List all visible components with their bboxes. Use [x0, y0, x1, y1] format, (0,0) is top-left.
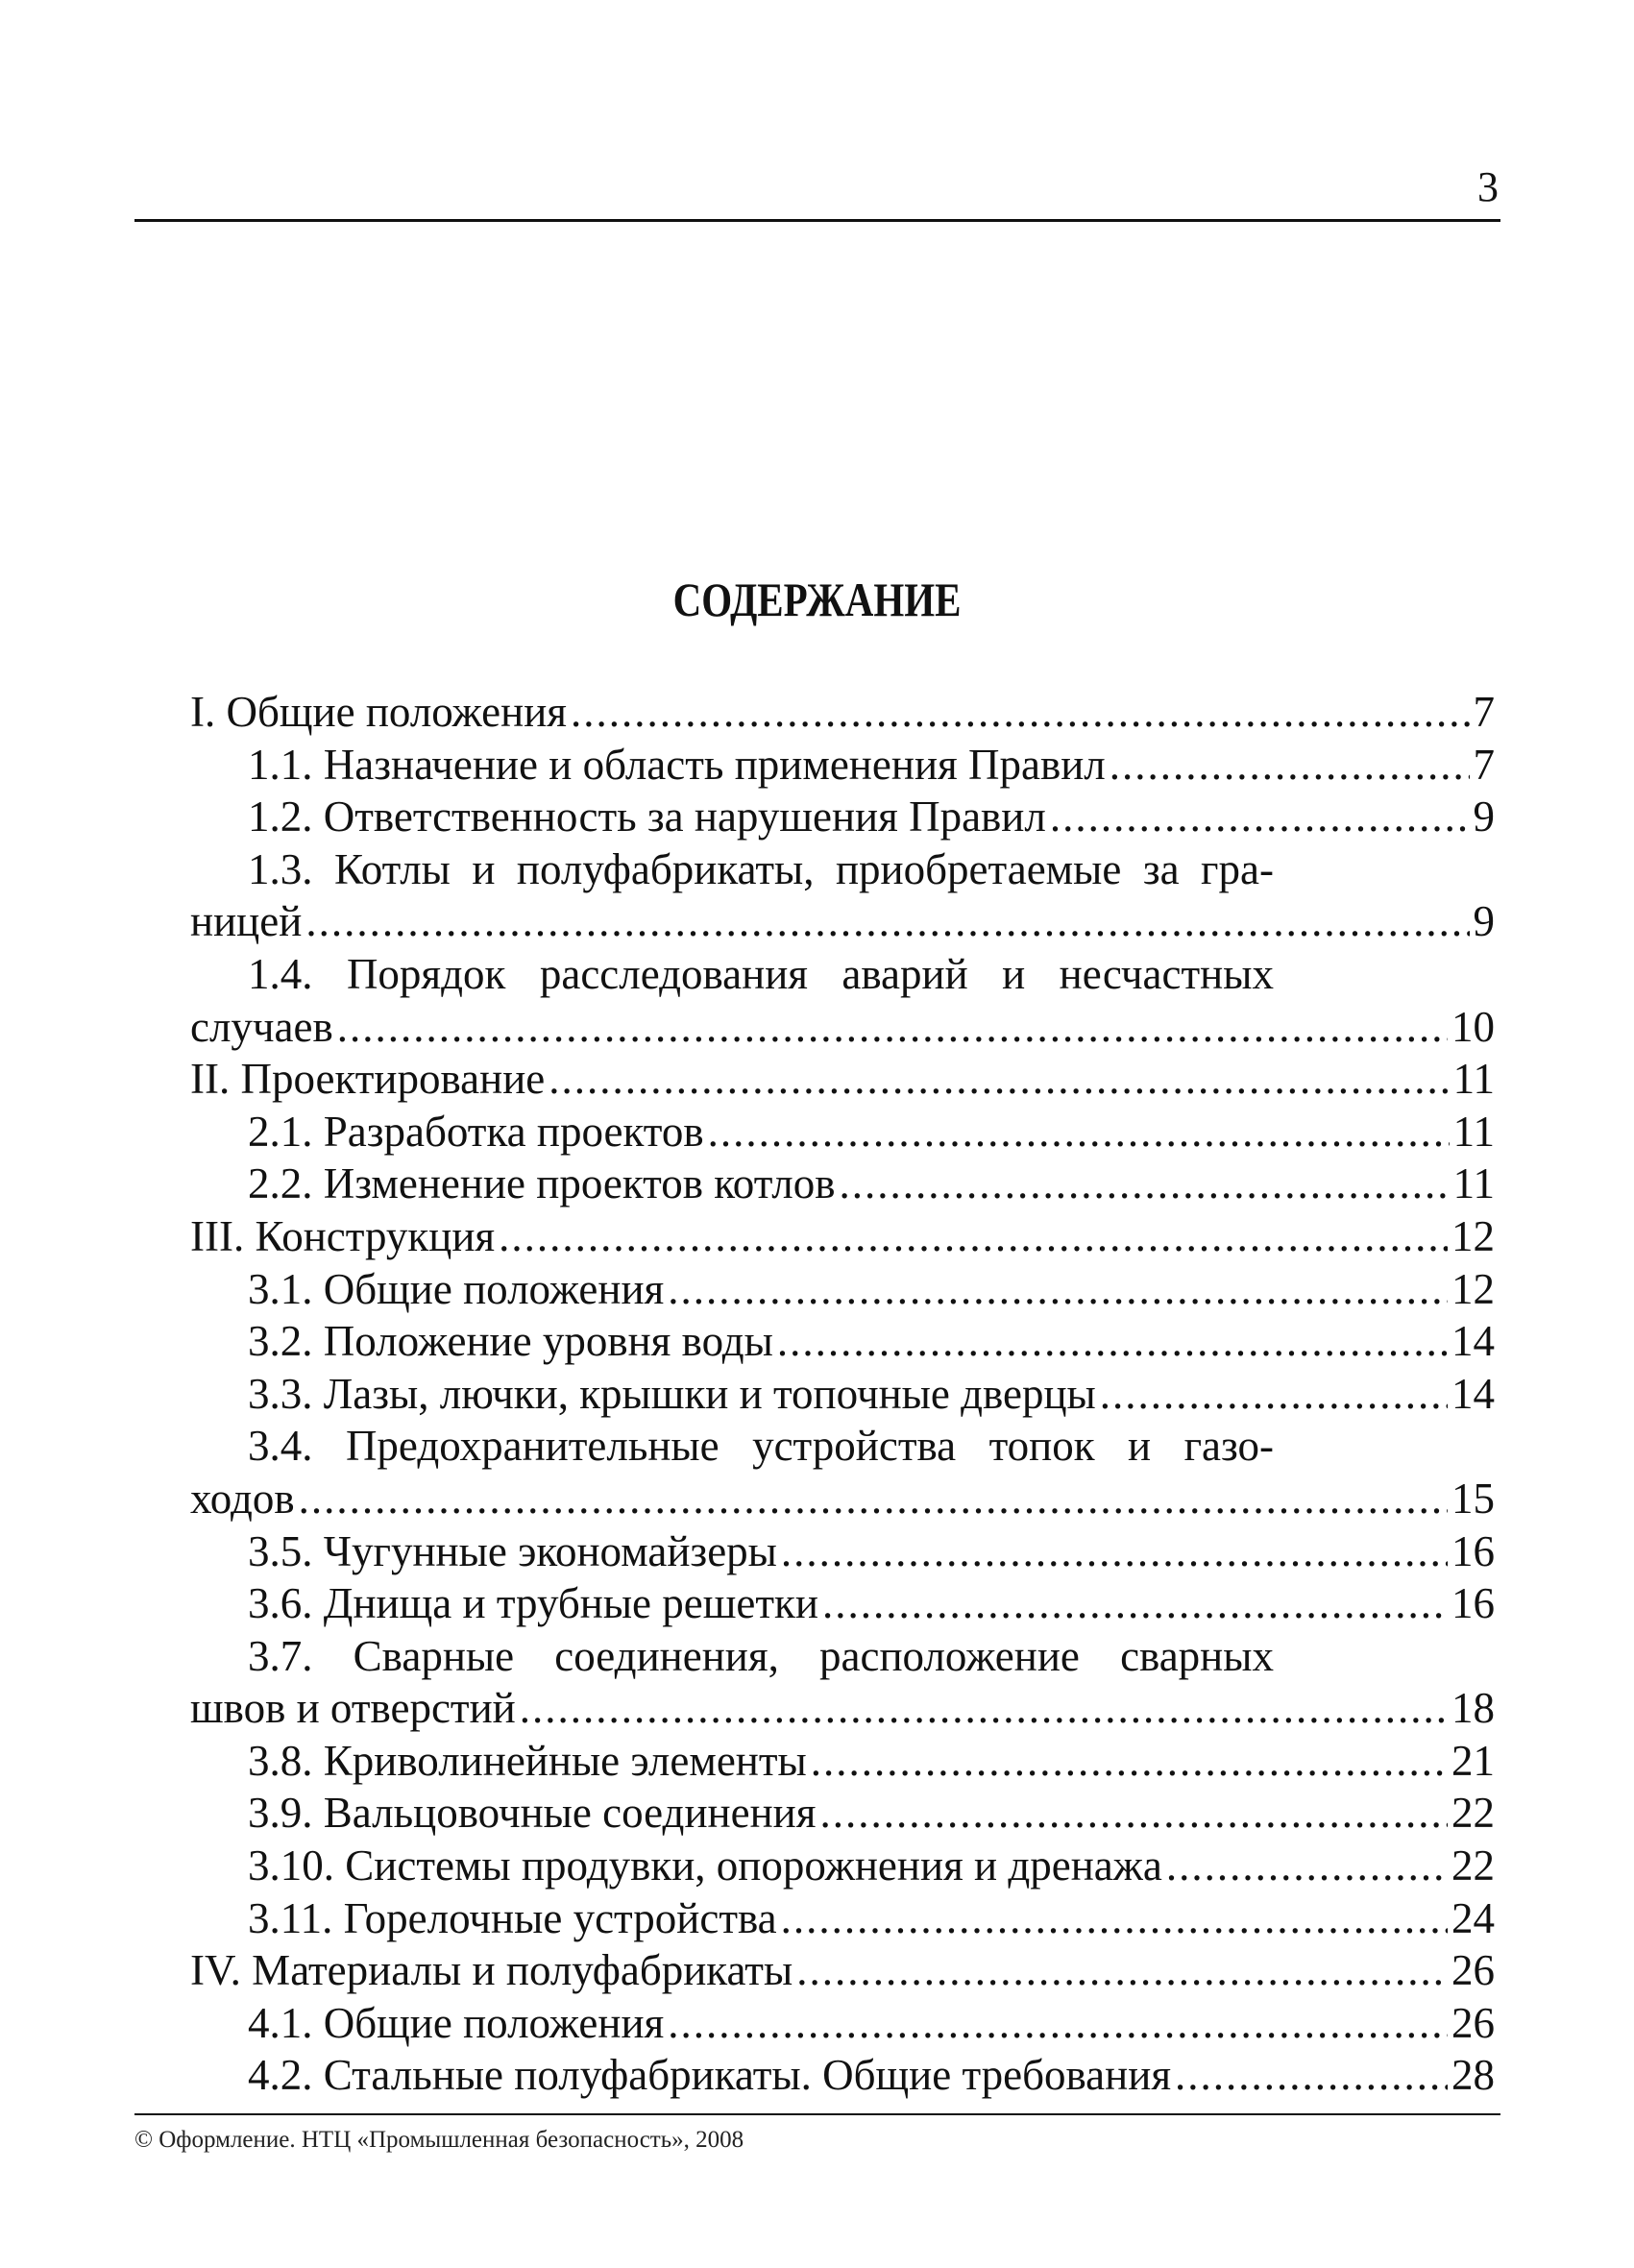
page-number: 3 [1477, 163, 1499, 210]
toc-page-number: 11 [1452, 1055, 1495, 1104]
dot-leader [1050, 791, 1470, 843]
toc-word: несчастных [1059, 949, 1274, 998]
toc-line [190, 1735, 1495, 1788]
toc-word: аварий [841, 949, 968, 998]
toc-entry [190, 1210, 1495, 1263]
toc-entry [190, 1840, 1495, 1892]
toc-page-number: 7 [1473, 740, 1495, 789]
toc-page-number: 16 [1451, 1526, 1495, 1575]
toc-entry [190, 843, 1495, 948]
toc-page-number: 22 [1451, 1789, 1495, 1838]
toc-entry-title: 3.9. Вальцовочные соединения [248, 1789, 817, 1838]
dot-leader [1110, 739, 1470, 792]
toc-page-number: 11 [1452, 1159, 1495, 1208]
toc-entry-title: 3.10. Системы продувки, опорожнения и дренажа [248, 1841, 1162, 1890]
toc-word: сварных [1120, 1631, 1274, 1680]
toc-word: расследования [539, 949, 808, 998]
toc-page-number: 16 [1451, 1579, 1495, 1628]
toc-page-number: 9 [1473, 897, 1495, 946]
toc-word: Котлы [333, 844, 451, 893]
toc-word: и [1128, 1422, 1152, 1471]
toc-word: приобретаемые [835, 844, 1122, 893]
dot-leader [520, 1682, 1448, 1735]
toc-line [190, 1315, 1495, 1368]
toc-entry [190, 1368, 1495, 1421]
dot-leader [781, 1892, 1448, 1945]
toc-entry-title: 3.2. Положение уровня воды [248, 1317, 773, 1366]
dot-leader [1100, 1368, 1448, 1421]
toc-entry-title: IV. Материалы и полуфабрикаты [190, 1946, 793, 1995]
toc-entry-title: II. Проектирование [190, 1055, 546, 1104]
footer-copyright: © Оформление. НТЦ «Промышленная безопасность», 2008 [134, 2127, 744, 2153]
toc-line [190, 1840, 1495, 1892]
toc-entry-title: 1.2. Ответственность за нарушения Правил [248, 793, 1046, 841]
dot-leader [305, 895, 1469, 948]
toc-line [190, 1892, 1495, 1945]
toc-entry [190, 1106, 1495, 1158]
toc-word: Предохранительные [345, 1422, 719, 1471]
toc-line [190, 1997, 1495, 2050]
toc-word: и [472, 844, 496, 893]
toc-entry [190, 1892, 1495, 1945]
toc-entry-title: швов и отверстий [190, 1684, 516, 1733]
toc-entry [190, 1420, 1495, 1524]
toc-page-number: 18 [1451, 1684, 1495, 1733]
toc-entry-title: III. Конструкция [190, 1211, 496, 1260]
toc-line [190, 1053, 1495, 1106]
dot-leader [819, 1787, 1448, 1840]
toc-entry-title: 2.1. Разработка проектов [248, 1107, 704, 1156]
toc-entry-title: 3.6. Днища и трубные решетки [248, 1579, 818, 1628]
toc-entry [190, 1263, 1495, 1316]
toc-word: 3.4. [248, 1422, 313, 1471]
toc-word: и [1002, 949, 1026, 998]
toc-entry [190, 1735, 1495, 1788]
toc-line [190, 1473, 1495, 1525]
toc-word: соединения, [554, 1631, 779, 1680]
toc-entry-title: 3.11. Горелочные устройства [248, 1893, 777, 1942]
toc-entry-title: 3.8. Криволинейные элементы [248, 1736, 807, 1785]
toc-line [190, 1525, 1495, 1578]
toc-entry-title: 2.2. Изменение проектов котлов [248, 1159, 836, 1208]
toc-entry [190, 1158, 1495, 1210]
dot-leader [1175, 2049, 1448, 2102]
page-title: СОДЕРЖАНИЕ [672, 573, 962, 626]
toc-entry-title: 3.3. Лазы, лючки, крышки и топочные дверцы [248, 1369, 1096, 1418]
toc-line [190, 739, 1495, 792]
toc-line [190, 2049, 1495, 2102]
toc-entry [190, 1315, 1495, 1368]
toc-word: Порядок [346, 949, 506, 998]
dot-leader [822, 1577, 1448, 1630]
toc-entry-title: ходов [190, 1474, 295, 1523]
toc-entry [190, 1944, 1495, 1997]
toc-line [190, 1210, 1495, 1263]
toc-entry [190, 1577, 1495, 1630]
toc-entry-title: 4.1. Общие положения [248, 1998, 665, 2047]
toc-word: 3.7. [248, 1631, 313, 1680]
toc-entry [190, 1997, 1495, 2050]
toc-word: Сварные [353, 1631, 515, 1680]
toc-page-number: 26 [1451, 1998, 1495, 2047]
dot-leader [777, 1315, 1448, 1368]
toc-line [190, 686, 1495, 739]
dot-leader [839, 1158, 1449, 1210]
toc-line [190, 1577, 1495, 1630]
toc-page-number: 15 [1451, 1474, 1495, 1523]
toc-entry-title: 3.5. Чугунные экономайзеры [248, 1526, 777, 1575]
toc-line [190, 1368, 1495, 1421]
toc-entry [190, 686, 1495, 739]
toc-line [190, 1682, 1495, 1735]
toc-word: 1.3. [248, 844, 313, 893]
toc-entry-title: I. Общие положения [190, 688, 567, 736]
toc-line [190, 1001, 1495, 1054]
toc-word: гра- [1201, 844, 1274, 893]
toc-entry-title: 1.1. Назначение и область применения Правил [248, 740, 1106, 789]
toc-line [190, 791, 1495, 843]
toc-page-number: 14 [1451, 1317, 1495, 1366]
toc-word: топок [988, 1422, 1095, 1471]
toc-word: газо- [1183, 1422, 1274, 1471]
dot-leader [708, 1106, 1450, 1158]
dot-leader [571, 686, 1470, 739]
toc-line-wrapped [190, 948, 1495, 1001]
header-rule [134, 219, 1500, 222]
toc-line [190, 1787, 1495, 1840]
toc-page-number: 28 [1451, 2051, 1495, 2100]
toc-line [190, 1263, 1495, 1316]
toc-line [190, 1158, 1495, 1210]
dot-leader [299, 1473, 1448, 1525]
toc-line-wrapped [190, 1420, 1495, 1473]
dot-leader [499, 1210, 1448, 1263]
toc-entry [190, 1053, 1495, 1106]
toc-line [190, 1944, 1495, 1997]
toc-word: полуфабрикаты, [516, 844, 815, 893]
toc-entry [190, 2049, 1495, 2102]
toc-page-number: 12 [1451, 1264, 1495, 1313]
toc-entry [190, 791, 1495, 843]
toc-entry-title: 4.2. Стальные полуфабрикаты. Общие требования [248, 2051, 1172, 2100]
footer-rule [134, 2113, 1500, 2115]
toc-line [190, 895, 1495, 948]
toc-entry [190, 739, 1495, 792]
dot-leader [796, 1944, 1448, 1997]
toc-word: за [1142, 844, 1180, 893]
toc-line-wrapped [190, 843, 1495, 896]
dot-leader [549, 1053, 1449, 1106]
toc-entry [190, 1787, 1495, 1840]
toc-entry [190, 948, 1495, 1053]
toc-page-number: 10 [1451, 1002, 1495, 1051]
toc-word: устройства [752, 1422, 957, 1471]
toc-page-number: 14 [1451, 1369, 1495, 1418]
toc-entry-title: ницей [190, 897, 303, 946]
toc-word: расположение [819, 1631, 1080, 1680]
dot-leader [811, 1735, 1448, 1788]
toc-entry-title: случаев [190, 1002, 333, 1051]
toc-entry-title: 3.1. Общие положения [248, 1264, 665, 1313]
toc-page-number: 7 [1473, 688, 1495, 736]
dot-leader [781, 1525, 1448, 1578]
toc-entry [190, 1525, 1495, 1578]
toc-page-number: 26 [1451, 1946, 1495, 1995]
toc-page-number: 22 [1451, 1841, 1495, 1890]
dot-leader [668, 1263, 1448, 1316]
dot-leader [668, 1997, 1448, 2050]
toc-page-number: 12 [1451, 1211, 1495, 1260]
toc-page-number: 9 [1473, 793, 1495, 841]
toc-page-number: 24 [1451, 1893, 1495, 1942]
toc-line [190, 1106, 1495, 1158]
dot-leader [337, 1001, 1448, 1054]
toc-page-number: 21 [1451, 1736, 1495, 1785]
dot-leader [1166, 1840, 1448, 1892]
table-of-contents [190, 686, 1495, 2102]
toc-line-wrapped [190, 1630, 1495, 1683]
toc-word: 1.4. [248, 949, 313, 998]
toc-entry [190, 1630, 1495, 1735]
toc-page-number: 11 [1452, 1107, 1495, 1156]
